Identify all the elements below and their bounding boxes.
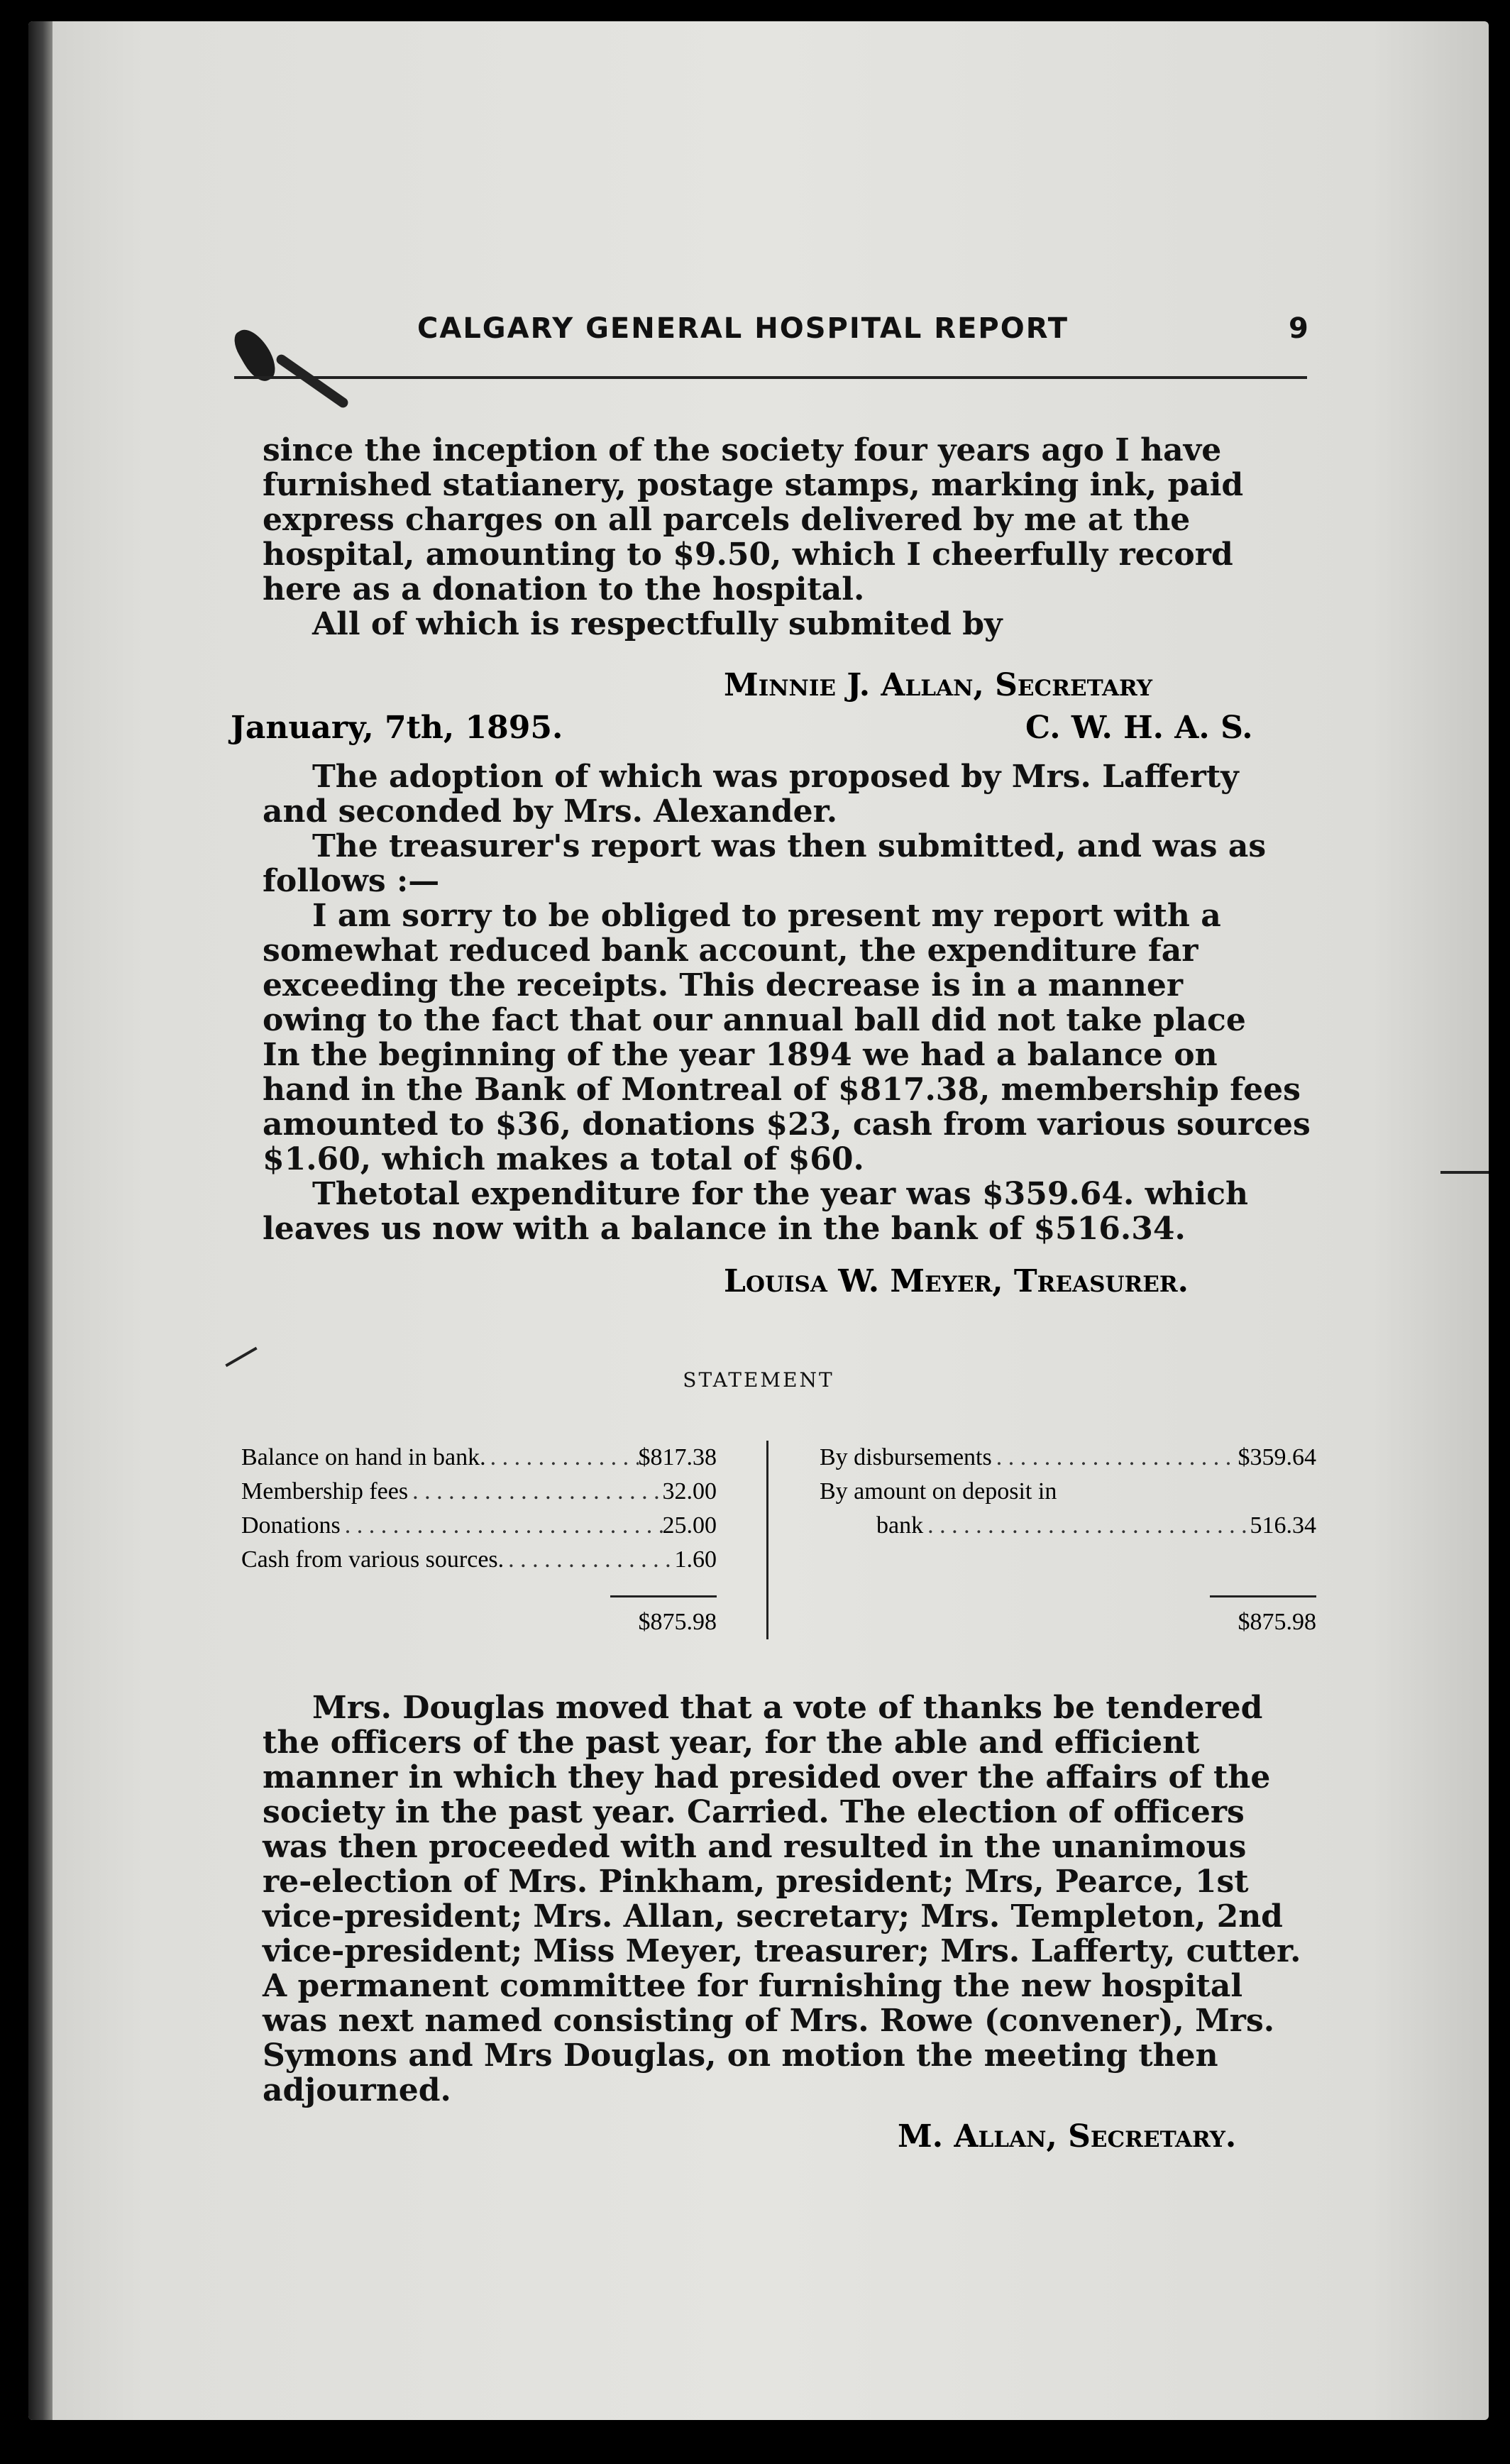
statement-row xyxy=(241,1543,717,1577)
text-line: since the inception of the society four years ago I have xyxy=(263,432,1222,468)
row-label: bank xyxy=(876,1512,924,1539)
text-line: was next named consisting of Mrs. Rowe (convener), Mrs. xyxy=(263,2003,1275,2039)
text-line: vice-president; Miss Meyer, treasurer; Mrs. Lafferty, cutter. xyxy=(263,1933,1301,1969)
text-line: somewhat reduced bank account, the expenditure far xyxy=(263,933,1198,969)
secretary-signature: Minnie J. Allan, Secretary xyxy=(724,667,1152,703)
paragraph-election xyxy=(263,1690,1313,2108)
statement-receipts-column xyxy=(241,1441,717,1577)
disbursements-total: $875.98 xyxy=(1238,1609,1316,1635)
statement-row xyxy=(241,1509,717,1543)
text-line: leaves us now with a balance in the bank of $516.34. xyxy=(263,1211,1186,1247)
treasurer-signature: Louisa W. Meyer, Treasurer. xyxy=(724,1263,1189,1299)
book-spine-shadow xyxy=(28,21,53,2420)
treasurer-report-section xyxy=(263,759,1313,1246)
row-amount: $359.64 xyxy=(1238,1444,1316,1470)
row-label: By amount on deposit in xyxy=(820,1478,1057,1505)
row-label: Membership fees xyxy=(241,1478,409,1505)
pen-stroke-mark xyxy=(225,1347,257,1367)
text-line: furnished statianery, postage stamps, marking ink, paid xyxy=(263,467,1244,503)
page-header-title: CALGARY GENERAL HOSPITAL REPORT xyxy=(417,312,1069,345)
report-date: January, 7th, 1895. xyxy=(231,710,563,746)
text-line: The treasurer's report was then submitted, and was as xyxy=(312,828,1267,864)
statement-divider xyxy=(766,1441,768,1639)
receipts-total: $875.98 xyxy=(638,1609,717,1635)
statement-row xyxy=(820,1509,1316,1543)
paper-sheet xyxy=(28,21,1489,2420)
text-line: $1.60, which makes a total of $60. xyxy=(263,1141,864,1177)
submitted-line: All of which is respectfully submited by xyxy=(312,606,1003,642)
text-line: and seconded by Mrs. Alexander. xyxy=(263,793,838,830)
text-line: vice-president; Mrs. Allan, secretary; Mrs. Templeton, 2nd xyxy=(263,1898,1283,1935)
organization-initials: C. W. H. A. S. xyxy=(1025,710,1253,746)
text-line: hand in the Bank of Montreal of $817.38, membership fees xyxy=(263,1072,1301,1108)
text-line: Mrs. Douglas moved that a vote of thanks be tendered xyxy=(312,1690,1263,1726)
text-line: exceeding the receipts. This decrease is in a manner xyxy=(263,967,1184,1003)
ink-streak-mark xyxy=(275,353,350,409)
statement-row xyxy=(241,1475,717,1509)
row-label: By disbursements xyxy=(820,1444,992,1470)
statement-title: STATEMENT xyxy=(683,1368,834,1392)
row-amount: $817.38 xyxy=(638,1444,717,1470)
statement-row xyxy=(820,1475,1316,1509)
text-line: In the beginning of the year 1894 we had a balance on xyxy=(263,1037,1218,1073)
row-label: Cash from various sources. xyxy=(241,1546,505,1573)
statement-row xyxy=(820,1441,1316,1475)
row-amount: 25.00 xyxy=(662,1512,717,1539)
text-line: re-election of Mrs. Pinkham, president; Mrs, Pearce, 1st xyxy=(263,1864,1249,1900)
margin-dash-mark xyxy=(1440,1171,1489,1174)
text-line: manner in which they had presided over the affairs of the xyxy=(263,1759,1271,1795)
row-label: Balance on hand in bank. xyxy=(241,1444,486,1470)
text-line: adjourned. xyxy=(263,2072,451,2108)
text-line: express charges on all parcels delivered by me at the xyxy=(263,502,1191,538)
text-line: amounted to $36, donations $23, cash from various sources xyxy=(263,1106,1311,1143)
text-line: The adoption of which was proposed by Mrs. Lafferty xyxy=(312,759,1239,795)
paragraph-donation xyxy=(263,433,1313,642)
text-line: the officers of the past year, for the able and efficient xyxy=(263,1725,1200,1761)
text-line: society in the past year. Carried. The election of officers xyxy=(263,1794,1245,1830)
page-number: 9 xyxy=(1289,312,1308,345)
row-amount: 516.34 xyxy=(1250,1512,1316,1539)
text-line: hospital, amounting to $9.50, which I cheerfully record xyxy=(263,537,1233,573)
text-line: was then proceeded with and resulted in the unanimous xyxy=(263,1829,1247,1865)
text-line: here as a donation to the hospital. xyxy=(263,571,865,607)
disbursements-total-rule xyxy=(1210,1595,1316,1597)
row-amount: 32.00 xyxy=(662,1478,717,1505)
text-line: Symons and Mrs Douglas, on motion the meeting then xyxy=(263,2037,1218,2074)
text-line: follows :— xyxy=(263,863,440,899)
row-amount: 1.60 xyxy=(674,1546,717,1573)
text-line: A permanent committee for furnishing the new hospital xyxy=(263,1968,1243,2004)
text-line: Thetotal expenditure for the year was $359.64. which xyxy=(312,1176,1248,1212)
text-line: I am sorry to be obliged to present my report with a xyxy=(312,898,1221,934)
final-signature: M. Allan, Secretary. xyxy=(898,2118,1237,2155)
text-line: owing to the fact that our annual ball did not take place xyxy=(263,1002,1246,1038)
statement-disbursements-column xyxy=(820,1441,1316,1543)
row-label: Donations xyxy=(241,1512,341,1539)
receipts-total-rule xyxy=(610,1595,717,1597)
header-rule xyxy=(234,376,1307,379)
statement-row xyxy=(241,1441,717,1475)
